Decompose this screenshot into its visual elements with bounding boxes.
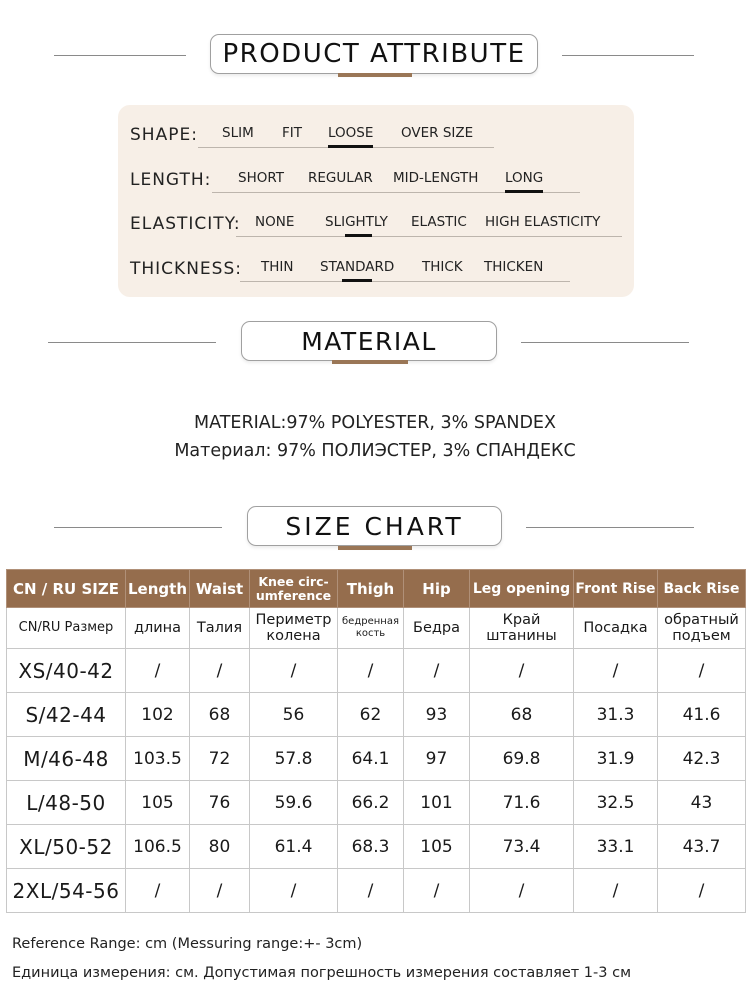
attribute-option: ELASTIC [411, 214, 467, 230]
attribute-panel [118, 105, 634, 297]
header-cell: CN / RU SIZE [7, 570, 126, 608]
divider-line [48, 342, 216, 343]
size-cell: XS/40-42 [7, 649, 126, 693]
value-cell: 56 [250, 693, 338, 737]
header-cell: Waist [190, 570, 250, 608]
value-cell: 33.1 [574, 825, 658, 869]
value-cell: / [190, 869, 250, 913]
value-cell: / [470, 869, 574, 913]
value-cell: 68 [470, 693, 574, 737]
value-cell: / [126, 869, 190, 913]
title-underline [338, 73, 412, 77]
size-cell: XL/50-52 [7, 825, 126, 869]
attribute-name: THICKNESS: [130, 259, 242, 279]
attribute-rule [240, 281, 570, 282]
value-cell: 76 [190, 781, 250, 825]
value-cell: 105 [404, 825, 470, 869]
value-cell: 66.2 [338, 781, 404, 825]
size-cell: S/42-44 [7, 693, 126, 737]
value-cell: 43 [658, 781, 746, 825]
value-cell: / [404, 649, 470, 693]
table-row [7, 649, 746, 693]
value-cell: 72 [190, 737, 250, 781]
section-title: PRODUCT ATTRIBUTE [210, 34, 538, 74]
attribute-option: NONE [255, 214, 295, 230]
value-cell: 101 [404, 781, 470, 825]
value-cell: 32.5 [574, 781, 658, 825]
header-cell-ru: Край штанины [470, 608, 574, 649]
title-underline [338, 546, 412, 550]
reference-note-russian: Единица измерения: см. Допустимая погрешность измерения составляет 1-3 см [12, 965, 632, 981]
size-chart-header [0, 506, 750, 550]
material-russian: Материал: 97% ПОЛИЭСТЕР, 3% СПАНДЕКС [174, 441, 576, 461]
selected-marker [345, 234, 372, 237]
value-cell: 102 [126, 693, 190, 737]
value-cell: / [574, 869, 658, 913]
attribute-row-thickness [118, 251, 634, 291]
value-cell: 57.8 [250, 737, 338, 781]
table-header-row-russian [7, 608, 746, 649]
value-cell: 61.4 [250, 825, 338, 869]
attribute-option: HIGH ELASTICITY [485, 214, 601, 230]
value-cell: / [404, 869, 470, 913]
header-cell-ru: Талия [190, 608, 250, 649]
size-chart-table [6, 569, 746, 913]
table-row [7, 737, 746, 781]
header-cell: Back Rise [658, 570, 746, 608]
attribute-option: FIT [282, 125, 302, 141]
value-cell: 97 [404, 737, 470, 781]
attribute-name: ELASTICITY: [130, 214, 241, 234]
value-cell: 93 [404, 693, 470, 737]
attribute-option: REGULAR [308, 170, 373, 186]
divider-line [54, 527, 222, 528]
attribute-option: THICKEN [484, 259, 544, 275]
divider-line [521, 342, 689, 343]
section-title: SIZE CHART [247, 506, 502, 546]
attribute-row-elasticity [118, 206, 634, 246]
value-cell: 73.4 [470, 825, 574, 869]
divider-line [526, 527, 694, 528]
divider-line [54, 55, 186, 56]
value-cell: 80 [190, 825, 250, 869]
attribute-option: SLIM [222, 125, 254, 141]
value-cell: 106.5 [126, 825, 190, 869]
value-cell: / [250, 869, 338, 913]
title-underline [332, 360, 408, 364]
size-cell: L/48-50 [7, 781, 126, 825]
attribute-option: MID-LENGTH [393, 170, 479, 186]
value-cell: / [250, 649, 338, 693]
table-row [7, 781, 746, 825]
size-cell: 2XL/54-56 [7, 869, 126, 913]
table-row [7, 825, 746, 869]
header-cell: Knee circ-umference [250, 570, 338, 608]
value-cell: 68 [190, 693, 250, 737]
value-cell: 64.1 [338, 737, 404, 781]
header-cell: Leg opening [470, 570, 574, 608]
size-cell: M/46-48 [7, 737, 126, 781]
header-cell: Length [126, 570, 190, 608]
value-cell: 42.3 [658, 737, 746, 781]
attribute-option-selected: LONG [505, 170, 543, 186]
value-cell: 43.7 [658, 825, 746, 869]
header-cell-ru: Периметр колена [250, 608, 338, 649]
attribute-option-selected: LOOSE [328, 125, 373, 141]
value-cell: / [658, 649, 746, 693]
attribute-option: THICK [422, 259, 463, 275]
value-cell: / [338, 869, 404, 913]
value-cell: / [126, 649, 190, 693]
table-header-row [7, 570, 746, 608]
value-cell: / [574, 649, 658, 693]
attribute-row-length [118, 162, 634, 202]
attribute-option-selected: STANDARD [320, 259, 394, 275]
attribute-row-shape [118, 117, 634, 157]
attribute-option: THIN [261, 259, 294, 275]
selected-marker [505, 190, 543, 193]
header-cell: Thigh [338, 570, 404, 608]
value-cell: / [338, 649, 404, 693]
header-cell: Front Rise [574, 570, 658, 608]
material-english: MATERIAL:97% POLYESTER, 3% SPANDEX [194, 413, 556, 433]
value-cell: / [470, 649, 574, 693]
material-header [0, 321, 750, 365]
attribute-name: SHAPE: [130, 125, 198, 145]
attribute-rule [236, 236, 622, 237]
value-cell: / [658, 869, 746, 913]
value-cell: 103.5 [126, 737, 190, 781]
header-cell-ru: бедренная кость [338, 608, 404, 649]
section-title: MATERIAL [241, 321, 497, 361]
divider-line [562, 55, 694, 56]
selected-marker [342, 279, 372, 282]
header-cell-ru: Посадка [574, 608, 658, 649]
attribute-option-selected: SLIGHTLY [325, 214, 388, 230]
value-cell: 71.6 [470, 781, 574, 825]
header-cell-ru: CN/RU Размер [7, 608, 126, 649]
value-cell: 62 [338, 693, 404, 737]
table-row [7, 693, 746, 737]
value-cell: 41.6 [658, 693, 746, 737]
value-cell: 68.3 [338, 825, 404, 869]
value-cell: 31.9 [574, 737, 658, 781]
header-cell: Hip [404, 570, 470, 608]
value-cell: 31.3 [574, 693, 658, 737]
product-attribute-header [0, 34, 750, 78]
value-cell: / [190, 649, 250, 693]
value-cell: 105 [126, 781, 190, 825]
reference-note-english: Reference Range: cm (Messuring range:+- 3cm) [12, 936, 363, 952]
header-cell-ru: обратный подъем [658, 608, 746, 649]
selected-marker [328, 145, 373, 148]
header-cell-ru: Бедра [404, 608, 470, 649]
attribute-name: LENGTH: [130, 170, 212, 190]
value-cell: 69.8 [470, 737, 574, 781]
attribute-option: SHORT [238, 170, 284, 186]
value-cell: 59.6 [250, 781, 338, 825]
table-row [7, 869, 746, 913]
attribute-option: OVER SIZE [401, 125, 474, 141]
header-cell-ru: длина [126, 608, 190, 649]
